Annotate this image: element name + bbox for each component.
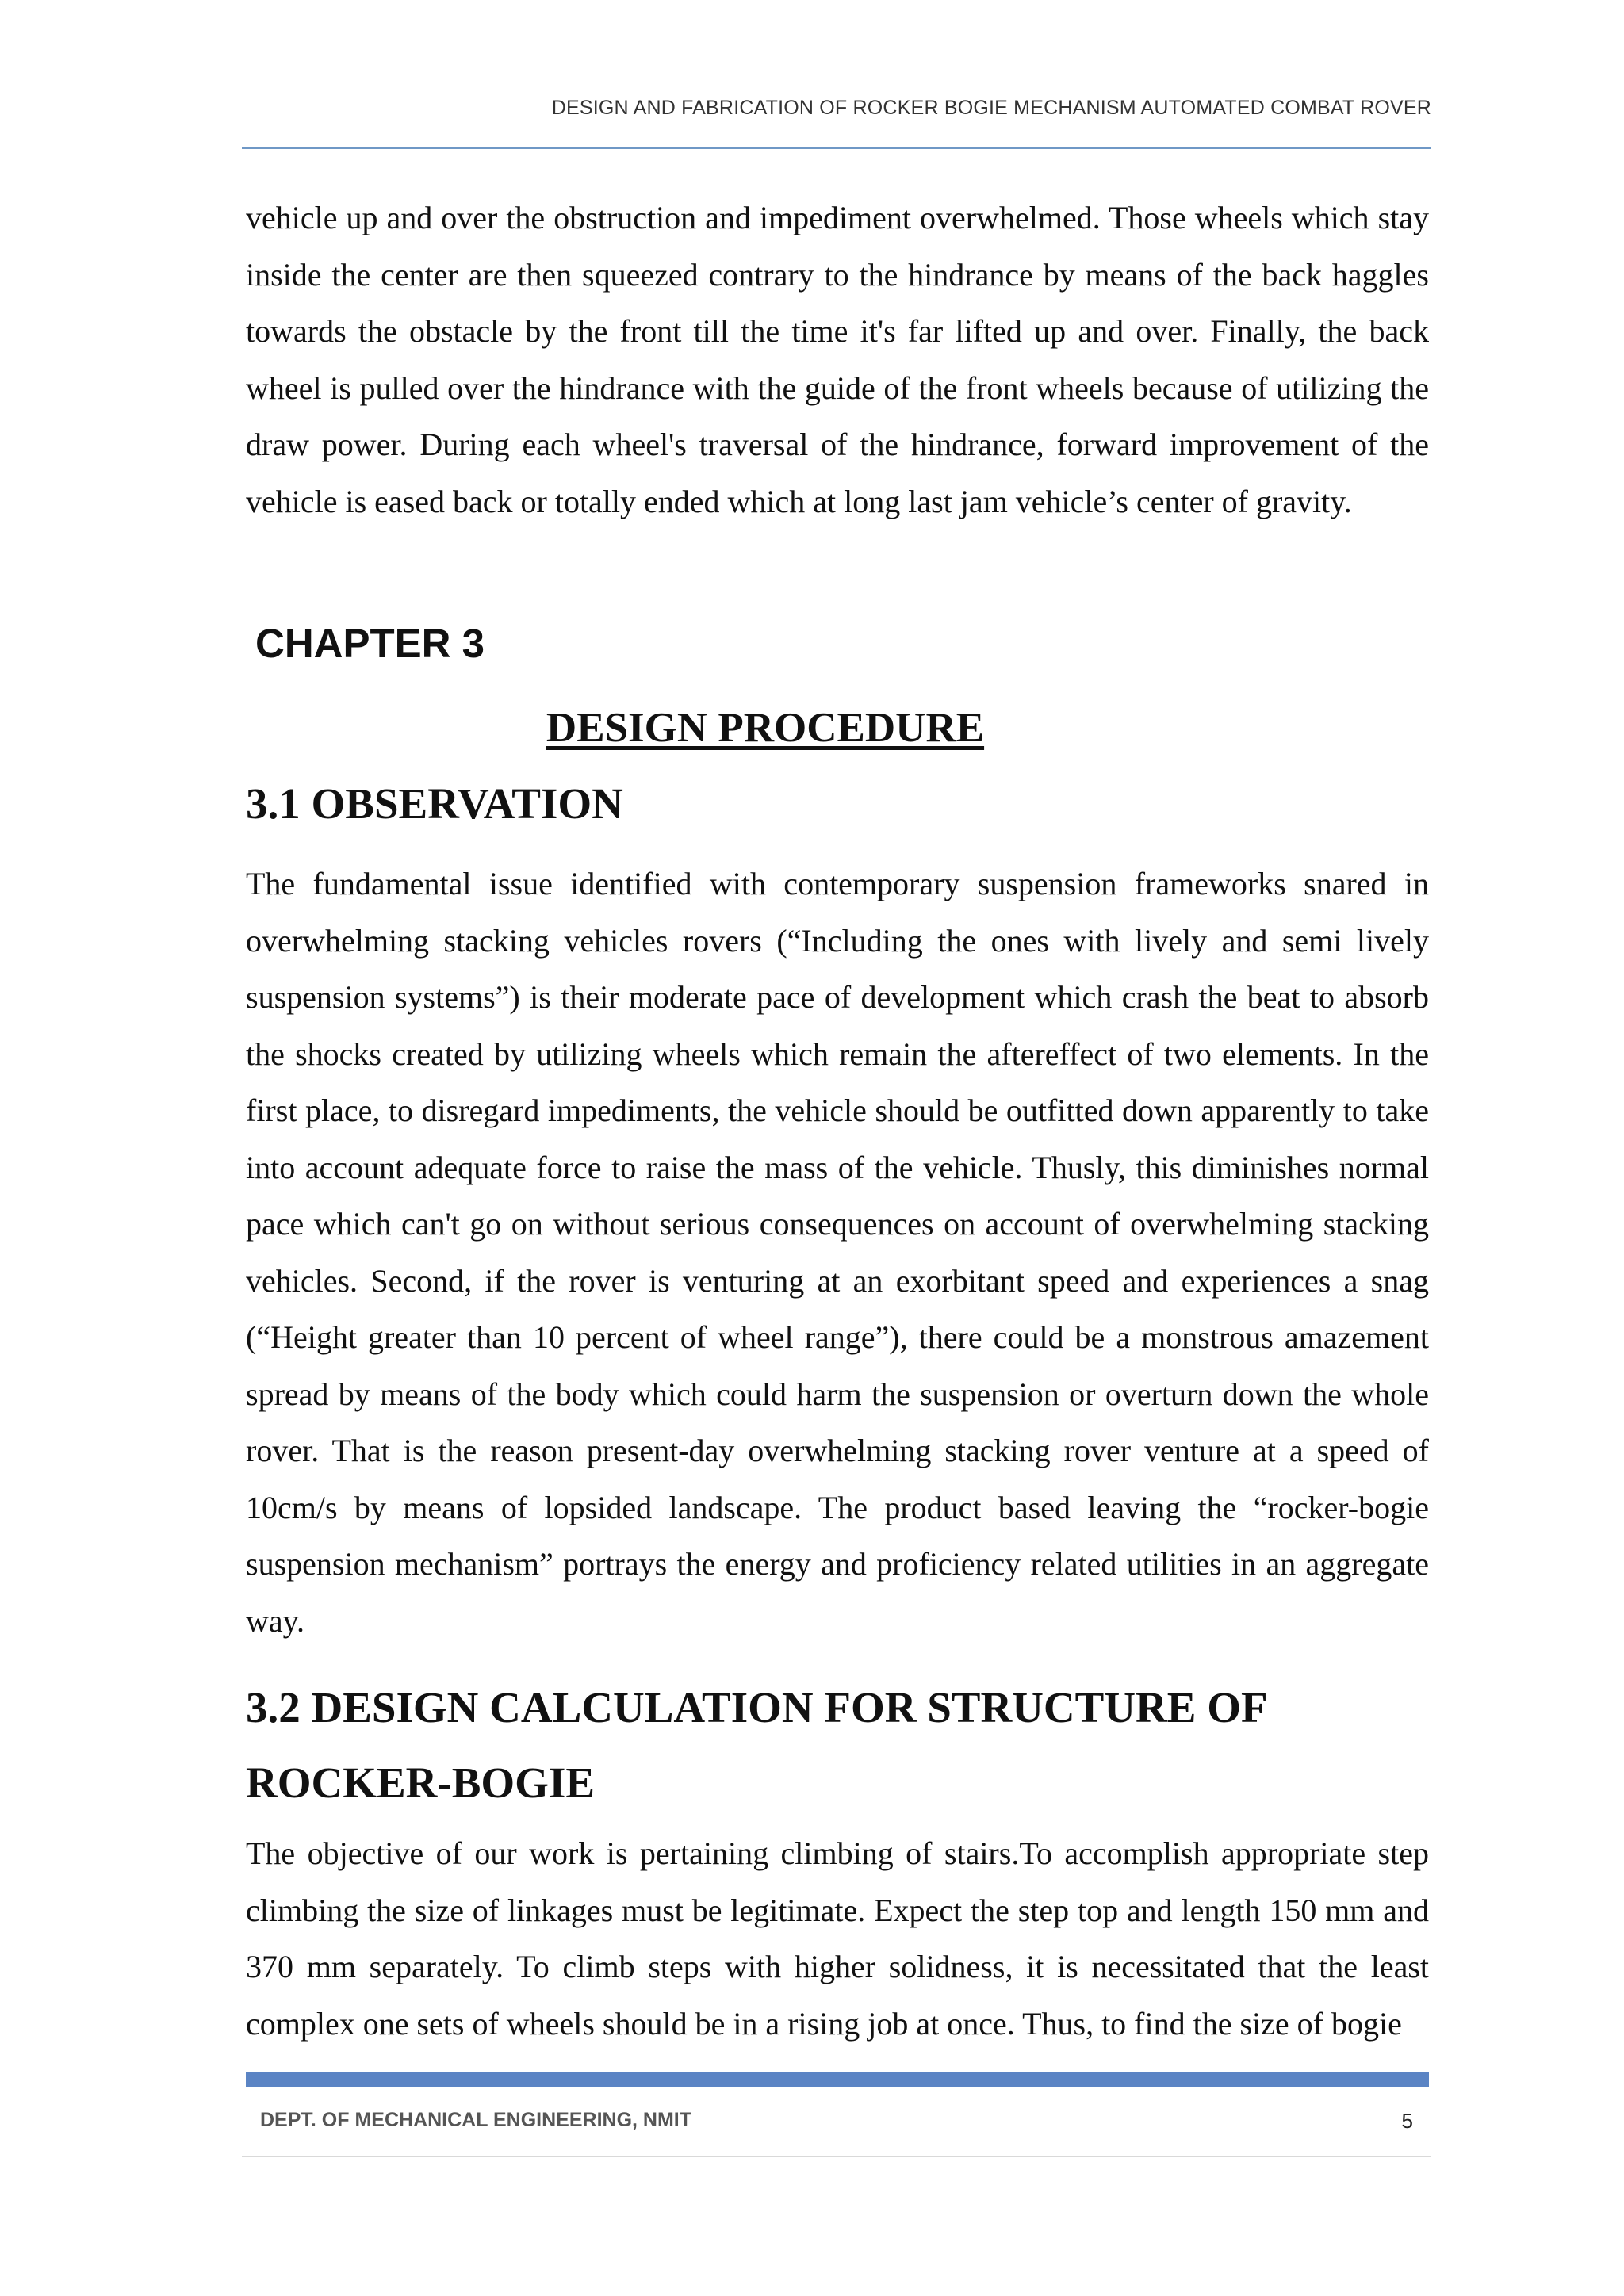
chapter-title: CHAPTER 3 [255,621,485,666]
section-3-2-paragraph: The objective of our work is pertaining climbing of stairs.To accomplish appropriate step climbing the size of linkages must be legitimate. Expect the step top and length 150 mm and 370 mm separately. To climb steps with higher solidness, it is necessitated that the least complex one sets of wheels should be in a rising job at once. Thus, to find the size of bogie [246,1835,1429,2042]
header-rule [242,147,1431,149]
chapter-subtitle: DESIGN PROCEDURE [546,705,985,751]
page-header: DESIGN AND FABRICATION OF ROCKER BOGIE MECHANISM AUTOMATED COMBAT ROVER [551,97,1431,119]
page-number: 5 [1401,2109,1413,2133]
footer-bar [246,2072,1429,2087]
intro-paragraph: vehicle up and over the obstruction and impediment overwhelmed. Those wheels which stay inside the center are then squeezed contrary to the hindrance by means of the back haggles towards the obstacle by the front till the time it's far lifted up and over. Finally, the back wheel is pulled over the hindrance with the guide of the front wheels because of utilizing the draw power. During each wheel's traversal of the hindrance, forward improvement of the vehicle is eased back or totally ended which at long last jam vehicle’s center of gravity. [246,200,1429,519]
footer-department: DEPT. OF MECHANICAL ENGINEERING, NMIT [260,2109,692,2131]
section-3-1-heading: 3.1 OBSERVATION [246,779,623,828]
footer-rule [242,2156,1431,2157]
section-3-2-heading: 3.2 DESIGN CALCULATION FOR STRUCTURE OF ROCKER-BOGIE [246,1683,1266,1807]
section-3-1-paragraph: The fundamental issue identified with contemporary suspension frameworks snared in overwhelming stacking vehicles rovers (“Including the ones with lively and semi lively suspension systems”) is their moderate pace of development which crash the beat to absorb the shocks created by utilizing wheels which remain the aftereffect of two elements. In the first place, to disregard impediments, the vehicle should be outfitted down apparently to take into account adequate force to raise the mass of the vehicle. Thusly, this diminishes normal pace which can't go on without serious consequences on account of overwhelming stacking vehicles. Second, if the rover is venturing at an exorbitant speed and experiences a snag (“Height greater than 10 percent of wheel range”), there could be a monstrous amazement spread by means of the body which could harm the suspension or overturn down the whole rover. That is the reason present-day overwhelming stacking rover venture at a speed of 10cm/s by means of lopsided landscape. The product based leaving the “rocker-bogie suspension mechanism” portrays the energy and proficiency related utilities in an aggregate way. [246,866,1429,1639]
